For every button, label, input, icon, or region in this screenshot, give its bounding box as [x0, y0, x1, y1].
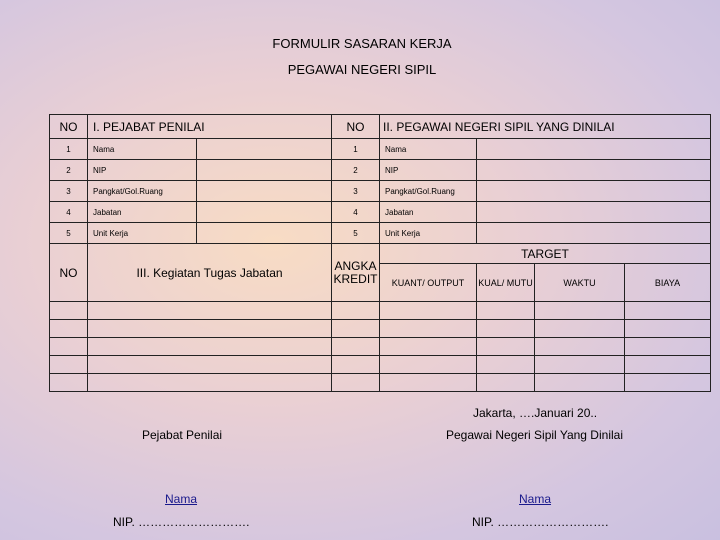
s1-row-value[interactable]	[197, 181, 332, 202]
s1-row-label: Unit Kerja	[88, 223, 197, 244]
s1-row-no: 2	[50, 160, 88, 181]
activity-cell[interactable]	[332, 338, 380, 356]
s2-row-label: Jabatan	[380, 202, 477, 223]
target-col-biaya: BIAYA	[625, 264, 711, 302]
activity-cell[interactable]	[477, 338, 535, 356]
s2-row-label: Nama	[380, 139, 477, 160]
activity-row	[50, 356, 711, 374]
form-table	[49, 114, 711, 392]
activity-cell[interactable]	[625, 302, 711, 320]
s1-title: I. PEJABAT PENILAI	[88, 115, 332, 139]
target-col-waktu: WAKTU	[535, 264, 625, 302]
activity-cell[interactable]	[332, 320, 380, 338]
s2-row-value[interactable]	[477, 139, 711, 160]
s1-row-label: Nama	[88, 139, 197, 160]
s2-row-no: 3	[332, 181, 380, 202]
s2-row-no: 1	[332, 139, 380, 160]
activity-cell[interactable]	[380, 320, 477, 338]
activity-cell[interactable]	[535, 338, 625, 356]
s2-row-value[interactable]	[477, 160, 711, 181]
right-signer-role: Pegawai Negeri Sipil Yang Dinilai	[446, 428, 623, 442]
activity-cell[interactable]	[50, 320, 88, 338]
activity-row	[50, 320, 711, 338]
place-date: Jakarta, ….Januari 20..	[473, 406, 598, 420]
s1-row-label: NIP	[88, 160, 197, 181]
s3-title: III. Kegiatan Tugas Jabatan	[88, 244, 332, 302]
right-signer-nip: NIP. ……………………….	[472, 515, 609, 529]
activity-cell[interactable]	[332, 374, 380, 392]
s2-row-value[interactable]	[477, 181, 711, 202]
s2-row-no: 5	[332, 223, 380, 244]
s1-row-label: Jabatan	[88, 202, 197, 223]
activity-cell[interactable]	[88, 356, 332, 374]
activity-cell[interactable]	[332, 356, 380, 374]
activity-cell[interactable]	[477, 302, 535, 320]
activity-cell[interactable]	[625, 320, 711, 338]
activity-cell[interactable]	[88, 320, 332, 338]
s1-row-value[interactable]	[197, 223, 332, 244]
activity-cell[interactable]	[380, 356, 477, 374]
activity-cell[interactable]	[380, 338, 477, 356]
activity-cell[interactable]	[477, 320, 535, 338]
s1-row-value[interactable]	[197, 139, 332, 160]
s2-row-no: 2	[332, 160, 380, 181]
s2-no-header: NO	[332, 115, 380, 139]
s2-row-no: 4	[332, 202, 380, 223]
activity-cell[interactable]	[477, 356, 535, 374]
activity-cell[interactable]	[625, 356, 711, 374]
activity-cell[interactable]	[380, 374, 477, 392]
activity-cell[interactable]	[535, 320, 625, 338]
s1-no-header: NO	[50, 115, 88, 139]
activity-cell[interactable]	[332, 302, 380, 320]
s2-title: II. PEGAWAI NEGERI SIPIL YANG DINILAI	[380, 115, 711, 139]
activity-cell[interactable]	[625, 374, 711, 392]
right-signer-name[interactable]: Nama	[519, 492, 552, 506]
s3-no-header: NO	[50, 244, 88, 302]
activity-cell[interactable]	[50, 356, 88, 374]
left-signer-nip: NIP. ……………………….	[113, 515, 250, 529]
activity-cell[interactable]	[625, 338, 711, 356]
s1-row-value[interactable]	[197, 202, 332, 223]
s2-row-label: Unit Kerja	[380, 223, 477, 244]
left-signer-name[interactable]: Nama	[165, 492, 198, 506]
s1-row-value[interactable]	[197, 160, 332, 181]
s1-row-no: 5	[50, 223, 88, 244]
target-col-kualitas: KUAL/ MUTU	[477, 264, 535, 302]
activity-cell[interactable]	[477, 374, 535, 392]
activity-cell[interactable]	[50, 338, 88, 356]
target-col-kuantitas: KUANT/ OUTPUT	[380, 264, 477, 302]
target-header: TARGET	[380, 244, 711, 264]
s1-row-no: 4	[50, 202, 88, 223]
activity-row	[50, 302, 711, 320]
activity-cell[interactable]	[380, 302, 477, 320]
activity-cell[interactable]	[88, 338, 332, 356]
activity-cell[interactable]	[535, 356, 625, 374]
activity-row	[50, 338, 711, 356]
s2-row-label: Pangkat/Gol.Ruang	[380, 181, 477, 202]
activity-cell[interactable]	[88, 302, 332, 320]
s1-row-no: 1	[50, 139, 88, 160]
activity-cell[interactable]	[535, 374, 625, 392]
activity-cell[interactable]	[50, 302, 88, 320]
activity-cell[interactable]	[50, 374, 88, 392]
s2-row-value[interactable]	[477, 223, 711, 244]
angka-kredit-header: ANGKA KREDIT	[332, 244, 380, 302]
form-title: FORMULIR SASARAN KERJA	[272, 36, 452, 51]
left-signer-role: Pejabat Penilai	[142, 428, 223, 442]
s1-row-no: 3	[50, 181, 88, 202]
activity-cell[interactable]	[88, 374, 332, 392]
s1-row-label: Pangkat/Gol.Ruang	[88, 181, 197, 202]
form-subtitle: PEGAWAI NEGERI SIPIL	[287, 62, 437, 77]
activity-row	[50, 374, 711, 392]
s2-row-label: NIP	[380, 160, 477, 181]
activity-cell[interactable]	[535, 302, 625, 320]
s2-row-value[interactable]	[477, 202, 711, 223]
